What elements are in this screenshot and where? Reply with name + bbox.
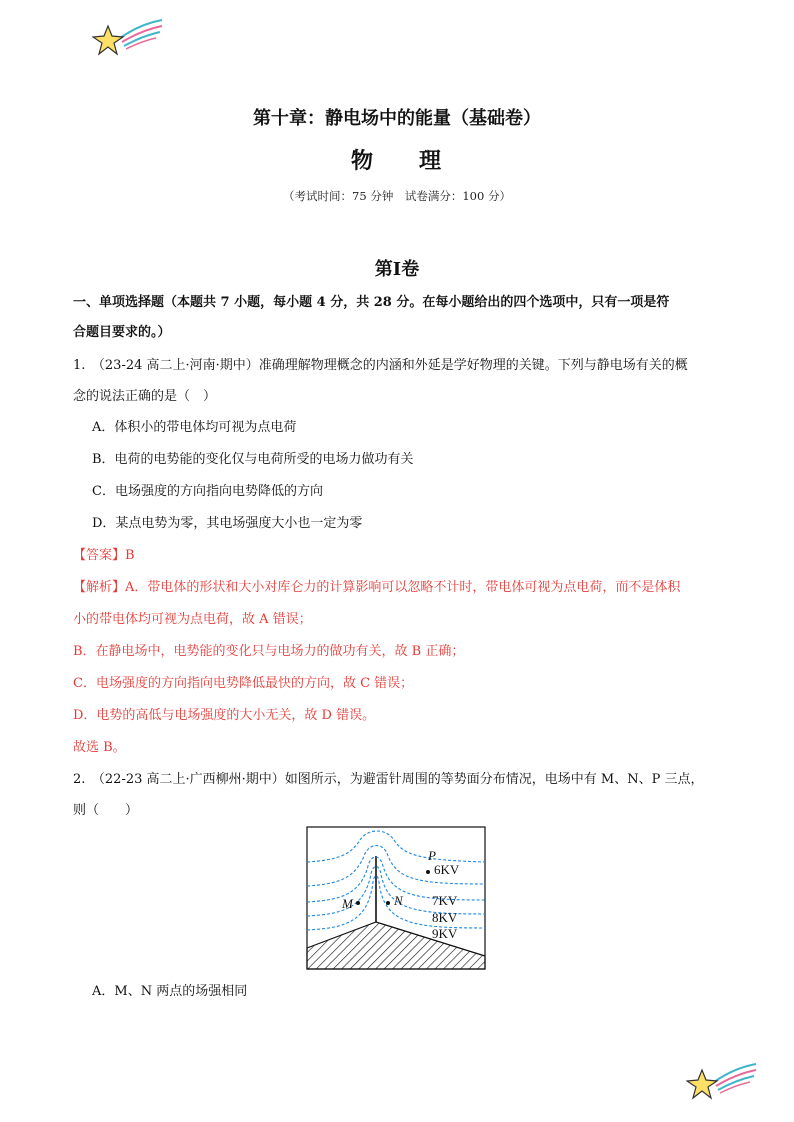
section-heading-line-1: 一、单项选择题（本题共 7 小题，每小题 4 分，共 28 分。在每小题给出的四个选项中，只有一项是符 [73,295,670,310]
subject-title [0,144,794,175]
q1-analysis-line-2: 小的带电体均可视为点电荷，故 A 错误； [73,612,312,627]
label-8kv: 8KV [432,910,458,925]
label-9kv: 9KV [432,926,458,941]
q1-analysis-line-3: B．在静电场中，电势能的变化只与电场力的做功有关，故 B 正确； [73,644,465,659]
section-heading-line-2: 合题目要求的。） [73,325,171,340]
label-n: N [394,893,403,908]
q1-option-a: A．体积小的带电体均可视为点电荷 [92,420,297,435]
answer-value: B [125,548,135,563]
q1-option-b: B．电荷的电势能的变化仅与电荷所受的电场力做功有关 [92,452,414,467]
exam-info: （考试时间：75 分钟 试卷满分：100 分） [283,189,511,203]
star-decoration-top-icon [92,16,164,58]
q2-stem-line-1: 2. （22-23 高二上·广西柳州·期中）如图所示，为避雷针周围的等势面分布情况，电场中有 M、N、P 三点， [73,772,704,787]
subject-char-1: 物 [350,148,375,174]
q1-option-d: D．某点电势为零，其电场强度大小也一定为零 [92,516,363,531]
q1-option-c: C．电场强度的方向指向电势降低的方向 [92,484,323,499]
label-6kv: 6KV [434,862,460,877]
point-p [426,870,430,874]
label-7kv: 7KV [432,893,458,908]
q1-stem-line-2: 念的说法正确的是（ ） [73,389,217,404]
subject-char-2: 理 [419,148,444,174]
volume-heading: 第Ⅰ卷 [374,259,420,280]
star-decoration-bottom-icon [686,1060,758,1102]
q1-analysis-line-4: C．电场强度的方向指向电势降低最快的方向，故 C 错误； [73,676,414,691]
q2-stem-line-2: 则（ ） [73,803,139,818]
q1-analysis-line-1 [73,578,680,598]
q2-option-a: A．M、N 两点的场强相同 [92,984,248,999]
analysis-text-1: A．带电体的形状和大小对库仑力的计算影响可以忽略不计时，带电体可视为点电荷，而不是体积 [125,580,681,595]
point-m [356,901,360,905]
analysis-label: 【解析】 [73,580,126,595]
answer-label: 【答案】 [73,548,126,563]
label-p: P [428,848,436,863]
label-m: M [342,896,353,911]
q1-analysis-line-5: D．电势的高低与电场强度的大小无关，故 D 错误。 [73,708,376,723]
document-title: 第十章：静电场中的能量（基础卷） [253,108,541,129]
point-n [386,901,390,905]
q1-answer [73,546,135,566]
q1-conclusion: 故选 B。 [73,740,126,755]
q1-stem-line-1: 1. （23-24 高二上·河南·期中）准确理解物理概念的内涵和外延是学好物理的关键。下列与静电场有关的概 [73,358,688,373]
lightning-rod-equipotential-figure [306,826,486,970]
